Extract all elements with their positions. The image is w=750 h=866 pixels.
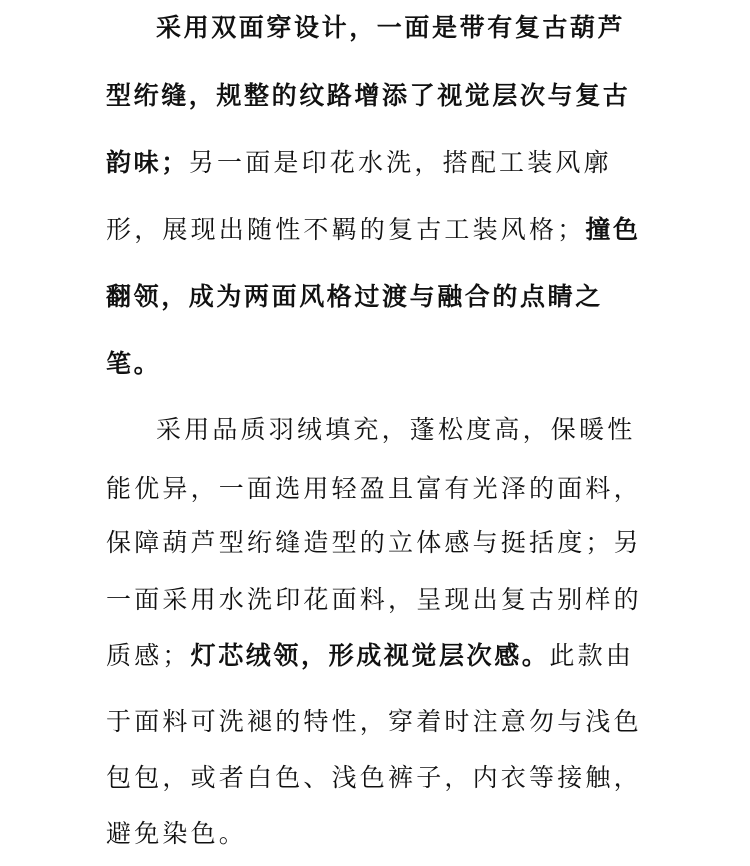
- text-line: 包包，或者白色、浅色裤子，内衣等接触，: [106, 763, 642, 792]
- text-line: 避免染色。: [106, 819, 248, 848]
- text-line: [106, 640, 634, 672]
- text-line: 于面料可洗褪的特性，穿着时注意勿与浅色: [106, 707, 642, 736]
- bold-text: 韵味；: [106, 148, 189, 177]
- text-line: 保障葫芦型绗缝造型的立体感与挺括度；另: [106, 528, 642, 557]
- bold-text: 灯芯绒领，形成视觉层次感。: [190, 641, 550, 670]
- text-line: 采用品质羽绒填充，蓬松度高，保暖性: [156, 415, 636, 444]
- text-line: 笔。: [106, 349, 162, 378]
- text-line: 型绗缝，规整的纹路增添了视觉层次与复古: [106, 81, 631, 110]
- text-line: 翻领，成为两面风格过渡与融合的点睛之: [106, 282, 603, 311]
- text-line: 采用双面穿设计，一面是带有复古葫芦: [156, 13, 626, 42]
- bold-text: 撞色: [585, 215, 641, 244]
- text-span: 质感；: [106, 641, 191, 670]
- text-span: 此款由: [549, 641, 635, 670]
- text-line: [106, 147, 612, 179]
- text-line: 一面采用水洗印花面料，呈现出复古别样的: [106, 585, 642, 614]
- text-span: 另一面是印花水洗，搭配工装风廓: [188, 148, 612, 177]
- text-span: 形，展现出随性不羁的复古工装风格；: [106, 215, 586, 244]
- text-line: [106, 214, 641, 246]
- text-line: 能优异，一面选用轻盈且富有光泽的面料，: [106, 474, 642, 503]
